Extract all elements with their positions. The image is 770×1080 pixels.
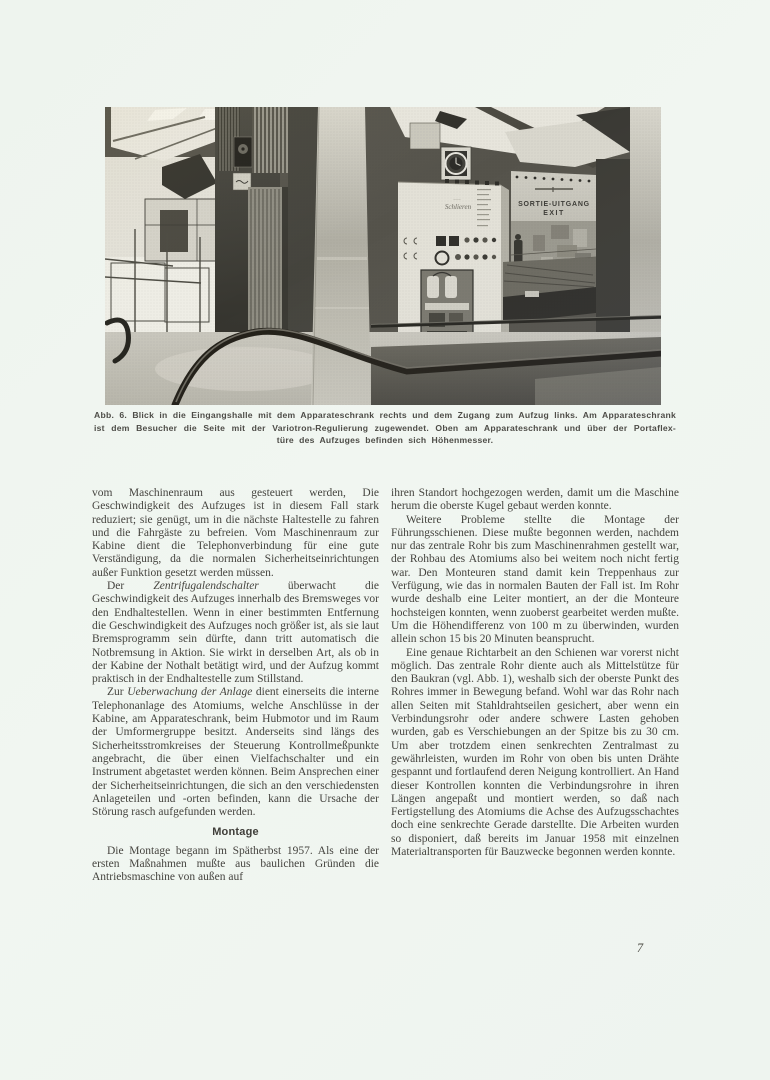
paragraph: vom Maschinenraum aus gesteuert werden, Die Geschwindigkeit des Aufzuges ist in diesem Fall stark reduziert; sie genügt, um in die nächste Haltestelle zu fahren und die Fahrgäste zu befreien. Vom Maschinenraum zur Kabine dient die Telephonverbindung für eine gute Verständigung, da die normalen Sicherheitseinrichtungen außer Funktion gesetzt werden müssen. — [92, 487, 379, 579]
text-run: überwacht die Geschwindigkeit des Aufzuges innerhalb des Bremsweges vor den Endhaltestellen. Wenn in einer bestimmten Entfernung die Geschwindigkeit des Aufzuges noch größer ist, als sie laut Bremsprogramm sein dürfte, dann tritt automatisch die Notbremsung in Aktion. Sie wirkt in derselben Art, als ob in der Kabine der Nothalt betätigt wird, und der Aufzug kommt praktisch in der Endhaltestelle zum Stillstand. — [92, 580, 379, 686]
paragraph — [92, 686, 379, 819]
text-run: Zur — [107, 686, 128, 699]
paragraph: ihren Standort hochgezogen werden, damit um die Maschine herum die oberste Kugel gebaut werden konnte. — [391, 487, 679, 513]
figure-abb6-photo — [105, 107, 661, 405]
color-fringe-overlay — [105, 107, 661, 405]
caption-line-3: türe des Aufzuges befinden sich Höhenmesser. — [276, 435, 494, 446]
page-number: 7 — [636, 941, 644, 955]
italic-term: Ueberwachung der Anlage — [127, 686, 253, 699]
paragraph: Weitere Probleme stellte die Montage der Führungsschienen. Diese mußte begonnen werden, nachdem nur das zentrale Rohr bis zum Maschinenrahmen gestellt war, der Rohbau des Atomiums also bei weitem noch nicht fertig war. Den Monteuren stand damit kein Treppenhaus zur Verfügung, wie das in normalen Bauten der Fall ist. Im Rohr wurde deshalb eine Leiter montiert, an der die Monteure hochsteigen konnten, wenn zuoberst gearbeitet werden mußte. Um die Höhendifferenz von 100 m zu überwinden, wurden allein schon 15 bis 20 Minuten beansprucht. — [391, 513, 679, 646]
figure-caption — [94, 409, 676, 447]
paragraph: Eine genaue Richtarbeit an den Schienen war vorerst nicht möglich. Das zentrale Rohr diente auch als Mittelstütze für den Baukran (vgl. Abb. 1), weshalb sich der oberste Punkt des Rohres immer in Bewegung befand. Wohl war das Rohr nach allen Seiten mit Stahldrahtseilen gesichert, aber wenn ein Verbindungsrohr oder andere schwere Lasten gehoben wurden, gab es Verschiebungen an der Spitze bis zu 30 cm. Um aber trotzdem einen senkrechten Zentralmast zu gewährleisten, wurden im Rohr von oben bis unten Drähte gespannt und fortlaufend deren Neigung kontrolliert. An Hand dieser Kontrollen konnten die Verbindungsrohre in ihren Längen angepaßt und montiert werden, so daß nach Fertigstellung des Atomiums die Achse des Aufzugsschachtes doch eine senkrechte Gerade darstellte. Die Arbeiten wurden so disponiert, daß bereits im Januar 1958 mit einzelnen Materialtransporten für Bauzwecke begonnen werden konnte. — [391, 646, 679, 859]
left-text-column — [92, 487, 379, 885]
italic-term: Zentrifugalendschalter — [153, 580, 259, 593]
section-heading-montage: Montage — [212, 826, 259, 839]
right-text-column — [391, 487, 679, 859]
entrance-hall-photo — [105, 107, 661, 405]
text-run: dient einerseits die interne Telephonanlage des Atomiums, welche Anschlüsse in der Kabine, am Apparateschrank, beim Hubmotor und im Raum der Umformergruppe besitzt. Anderseits sind längs des Sicherheitsstromkreises der Steuerung Kontrollmeßpunkte angebracht, die über einen Vielfachschalter und ein Instrument abgetastet werden können. Beim Ansprechen einer der Sicherheitseinrichtungen, die sich an den verschiedensten Anlageteilen und -orten befinden, kann die Ursache der Störung rasch aufgefunden werden. — [92, 686, 379, 819]
paragraph — [92, 580, 379, 686]
caption-line-1: Abb. 6. Blick in die Eingangshalle mit dem Apparateschrank rechts und dem Zugang zum Aufzug links. Am Apparateschrank — [94, 410, 676, 420]
caption-line-2: ist dem Besucher die Seite mit der Variotron-Regulierung zugewendet. Oben am Apparateschrank und über der Portaflex- — [94, 422, 676, 433]
paragraph: Die Montage begann im Spätherbst 1957. Als eine der ersten Maßnahmen mußte aus baulichen Gründen die Antriebsmaschine von außen auf — [92, 844, 379, 884]
text-run: Der — [107, 580, 154, 593]
